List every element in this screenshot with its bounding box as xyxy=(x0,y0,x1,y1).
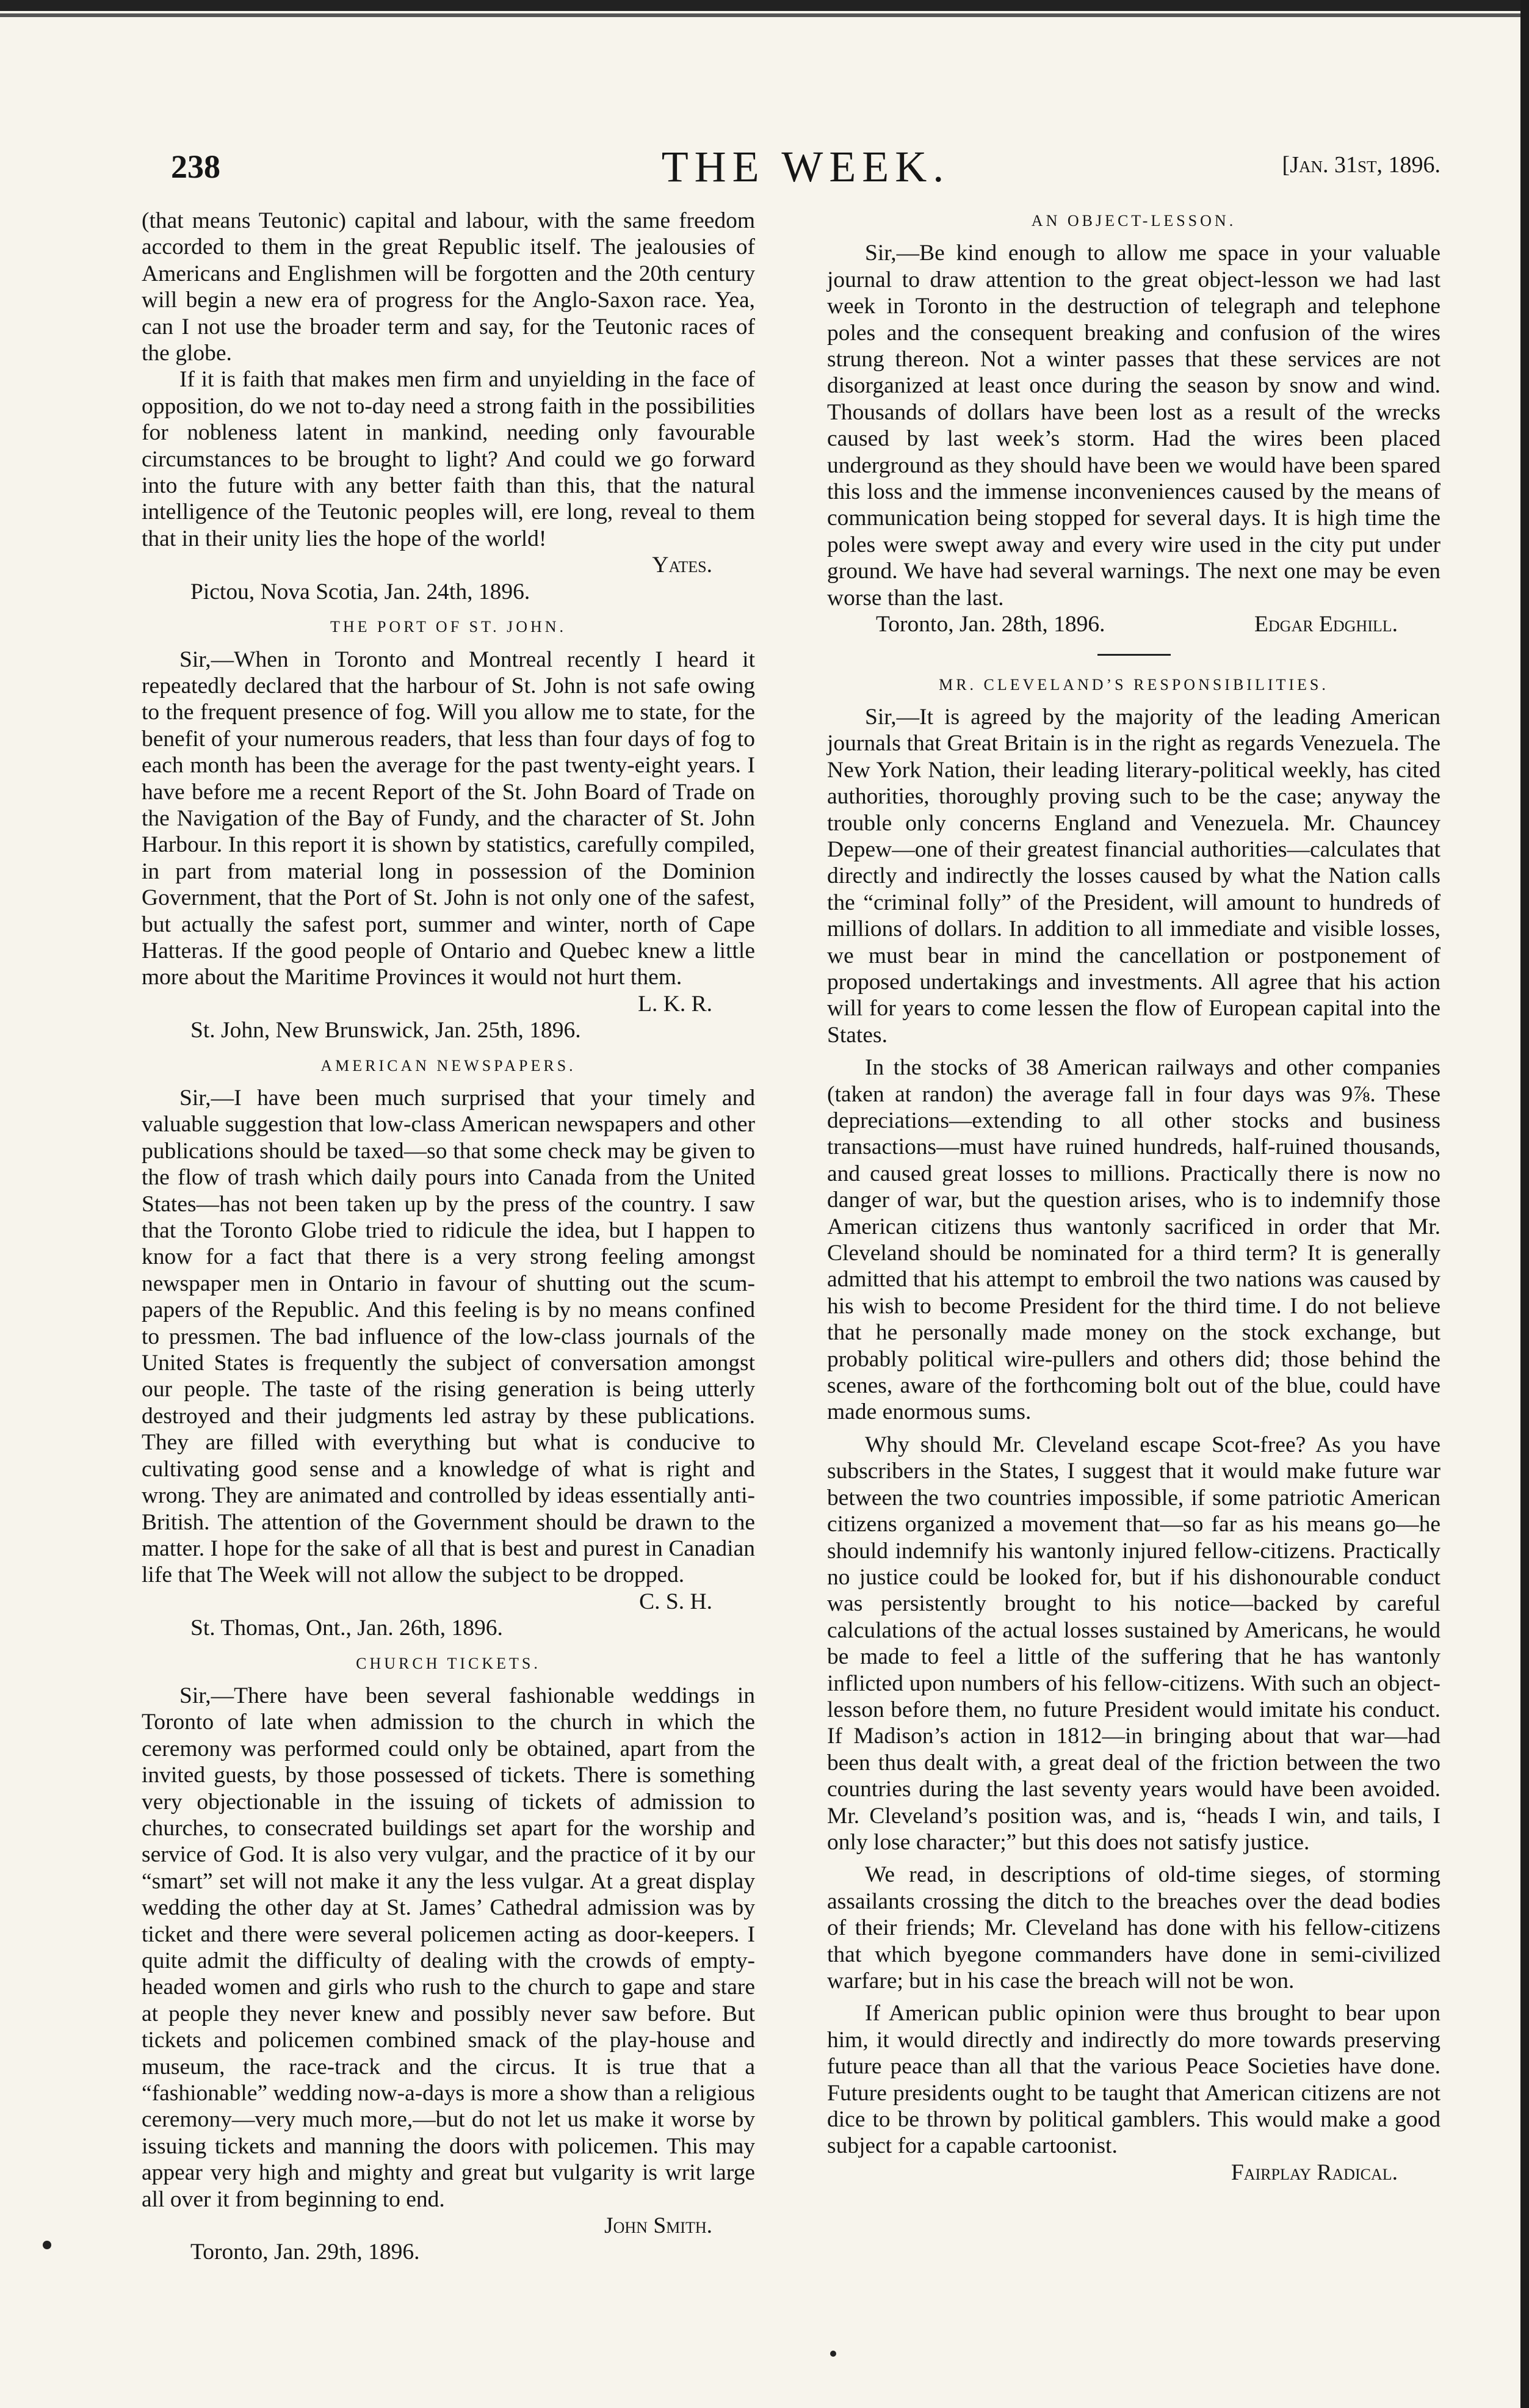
scan-border-top-thin xyxy=(0,13,1529,17)
letter-heading: MR. CLEVELAND’S RESPONSIBILITIES. xyxy=(939,675,1329,694)
letter-body: Sir,—Be kind enough to allow me space in your valuable journal to draw attention to the great object-lesson we had last week in Toronto in the destruction of telegraph and telephone poles and the consequent breaking and confusion of the wires strung thereon. Not a winter passes that these services are not disorganized at least once during the season by snow and wind. Thousands of dollars have been lost as a result of the wrecks caused by last week’s storm. Had the wires been placed underground as they should have been we would have been spared this loss and the immense inconveniences caused by the means of communication being stopped for several days. It is high time the poles were swept away and every wire used in the city put under ground. We have had several warnings. The next one may be even worse than the last. xyxy=(827,241,1440,611)
letter-body: Sir,—There have been several fashionable weddings in Toronto of late when admission to the church in which the ceremony was performed could only be obtained, apart from the invited guests, by those possessed of tickets. There is something very objectionable in the issuing of tickets of admission to churches, to consecrated buildings set apart for the worship and service of God. It is also very vulgar, and the practice of it by our “smart” set will not make it any the less vulgar. At a great display wedding the other day at St. James’ Cathedral admission was by ticket and there were several policemen acting as door-keepers. I quite admit the difficulty of dealing with the crowds of empty-headed women and girls who rush to the church to gape and stare at people they never knew and possibly never saw before. But tickets and policemen combined smack of the play-house and museum, the race-track and the circus. It is true that a “fashionable” wedding now-a-days is more a show than a religious ceremony—very much more,—but do not let us make it worse by issuing tickets and manning the doors with policemen. This may appear very high and mighty and great but vulgarity is writ large all over it from beginning to end. xyxy=(142,1683,755,2212)
letter-heading: THE PORT OF ST. JOHN. xyxy=(330,618,567,636)
signature: Edgar Edghill. xyxy=(1254,612,1398,637)
page-title: THE WEEK. xyxy=(661,142,950,191)
signature: John Smith. xyxy=(604,2213,712,2239)
scan-border-top xyxy=(0,0,1529,11)
ink-spot xyxy=(43,2241,51,2249)
page-number: 238 xyxy=(171,148,220,185)
issue-date: [Jan. 31st, 1896. xyxy=(1282,152,1440,178)
article-paragraph: (that means Teutonic) capital and labour, with the same freedom accorded to them in the great Republic itself. The jealousies of Americans and Englishmen will be forgotten and the 20th century will begin a new era of progress for the Anglo-Saxon race. Yea, can I not use the broader term and say, for the Teutonic races of the globe. xyxy=(142,208,755,366)
page-header xyxy=(171,142,1440,197)
dateline: Pictou, Nova Scotia, Jan. 24th, 1896. xyxy=(190,579,530,604)
section-divider xyxy=(1097,654,1171,656)
dateline: Toronto, Jan. 28th, 1896. xyxy=(876,612,1105,637)
right-column xyxy=(827,208,1440,2186)
scan-border-right xyxy=(1520,0,1529,2408)
dateline: St. Thomas, Ont., Jan. 26th, 1896. xyxy=(190,1616,503,1641)
letter-body: Sir,—I have been much surprised that your timely and valuable suggestion that low-class American newspapers and other publications should be taxed—so that some check may be given to the flow of trash which daily pours into Canada from the United States—has not been taken up by the press of the country. I saw that the Toronto Globe tried to ridicule the idea, but I happen to know for a fact that there is a very strong feeling amongst newspaper men in Ontario in favour of shutting out the scum-papers of the Republic. And this feeling is by no means confined to pressmen. The bad influence of the low-class journals of the United States is frequently the subject of conversation amongst our people. The taste of the rising generation is being utterly destroyed and their judgments led astray by these publications. They are filled with everything but what is conducive to cultivating good sense and a knowledge of what is right and wrong. They are animated and controlled by ideas essentially anti-British. The attention of the Government should be drawn to the matter. I hope for the sake of all that is best and purest in Canadian life that The Week will not allow the subject to be dropped. xyxy=(142,1086,755,1588)
letter-heading: CHURCH TICKETS. xyxy=(356,1654,541,1672)
dateline: Toronto, Jan. 29th, 1896. xyxy=(190,2239,420,2265)
letter-body: In the stocks of 38 American railways and other companies (taken at randon) the average fall in four days was 9⅞. These depreciations—extending to all other stocks and business transactions—must have ruined hundreds, half-ruined thousands, and caused great losses to millions. Practically there is now no danger of war, but the question arises, who is to indemnify those American citizens thus wantonly sacrificed in order that Mr. Cleveland should be nominated for a third term? It is generally admitted that his attempt to embroil the two nations was caused by his wish to become President for the third time. I do not believe that he personally made money on the stock exchange, but probably political wire-pullers and others did; those behind the scenes, aware of the forthcoming bolt out of the blue, could have made enormous sums. xyxy=(827,1055,1440,1425)
letter-body: We read, in descriptions of old-time sieges, of storming assailants crossing the ditch to the breaches over the dead bodies of their friends; Mr. Cleveland has done with his fellow-citizens that which byegone commanders have done in semi-civilized warfare; but in his case the breach will not be won. xyxy=(827,1862,1440,1993)
ink-spot xyxy=(830,2351,836,2357)
signature: Fairplay Radical. xyxy=(1231,2160,1398,2185)
dateline: St. John, New Brunswick, Jan. 25th, 1896. xyxy=(190,1018,581,1043)
signature: Yates. xyxy=(652,553,712,578)
article-paragraph: If it is faith that makes men firm and unyielding in the face of opposition, do we not to-day need a strong faith in the possibilities for nobleness latent in mankind, needing only favourable circumstances to be brought to light? And could we go forward into the future with any better faith than this, that the natural intelligence of the Teutonic peoples will, ere long, reveal to them that in their unity lies the hope of the world! xyxy=(142,367,755,551)
signature: L. K. R. xyxy=(638,991,712,1017)
left-column xyxy=(142,208,755,2266)
letter-body: Why should Mr. Cleveland escape Scot-free? As you have subscribers in the States, I suggest that it would make future war between the two countries impossible, if some patriotic American citizens organized a movement that—so far as his means go—he should indemnify his wantonly injured fellow-citizens. Practically no justice could be looked for, but if his dishonourable conduct was persistently brought to his notice—backed by careful calculations of the actual losses sustained by Americans, he would be made to feel a little of the suffering that he has wantonly inflicted upon numbers of his fellow-citizens. With such an object-lesson before them, no future President would imitate his conduct. If Madison’s action in 1812—in bringing about that war—had been thus dealt with, a great deal of the friction between the two countries during the last seventy years would have been avoided. Mr. Cleveland’s position was, and is, “heads I win, and tails, I only lose character;” but this does not satisfy justice. xyxy=(827,1432,1440,1855)
dateline-signature xyxy=(827,611,1440,637)
letter-body: If American public opinion were thus brought to bear upon him, it would directly and indirectly do more towards preserving future peace than all that the various Peace Societies have done. Future presidents ought to be taught that American citizens are not dice to be thrown by political gamblers. This would make a good subject for a capable cartoonist. xyxy=(827,2001,1440,2159)
letter-body: Sir,—When in Toronto and Montreal recently I heard it repeatedly declared that the harbour of St. John is not safe owing to the frequent presence of fog. Will you allow me to state, for the benefit of your numerous readers, that less than four days of fog to each month has been the average for the past twenty-eight years. I have before me a recent Report of the St. John Board of Trade on the Navigation of the Bay of Fundy, and the character of St. John Harbour. In this report it is shown by statistics, carefully compiled, in part from material long in possession of the Dominion Government, that the Port of St. John is not only one of the safest, but actually the safest port, summer and winter, north of Cape Hatteras. If the good people of Ontario and Quebec knew a little more about the Maritime Provinces it would not hurt them. xyxy=(142,647,755,990)
signature: C. S. H. xyxy=(639,1589,712,1614)
letter-heading: AMERICAN NEWSPAPERS. xyxy=(320,1056,576,1075)
letter-body: Sir,—It is agreed by the majority of the leading American journals that Great Britain is in the right as regards Venezuela. The New York Nation, their leading literary-political weekly, has cited authorities, thoroughly proving such to be the case; anyway the trouble only concerns England and Venezuela. Mr. Chauncey Depew—one of their greatest financial authorities—calculates that directly and indirectly the losses caused by what the Nation calls the “criminal folly” of the President, will amount to hundreds of millions of dollars. In addition to all immediate and visible losses, we must bear in mind the cancellation or postponement of proposed undertakings and investments. All agree that his action will for years to come lessen the flow of European capital into the States. xyxy=(827,704,1440,1048)
letter-heading: AN OBJECT-LESSON. xyxy=(1031,212,1237,230)
